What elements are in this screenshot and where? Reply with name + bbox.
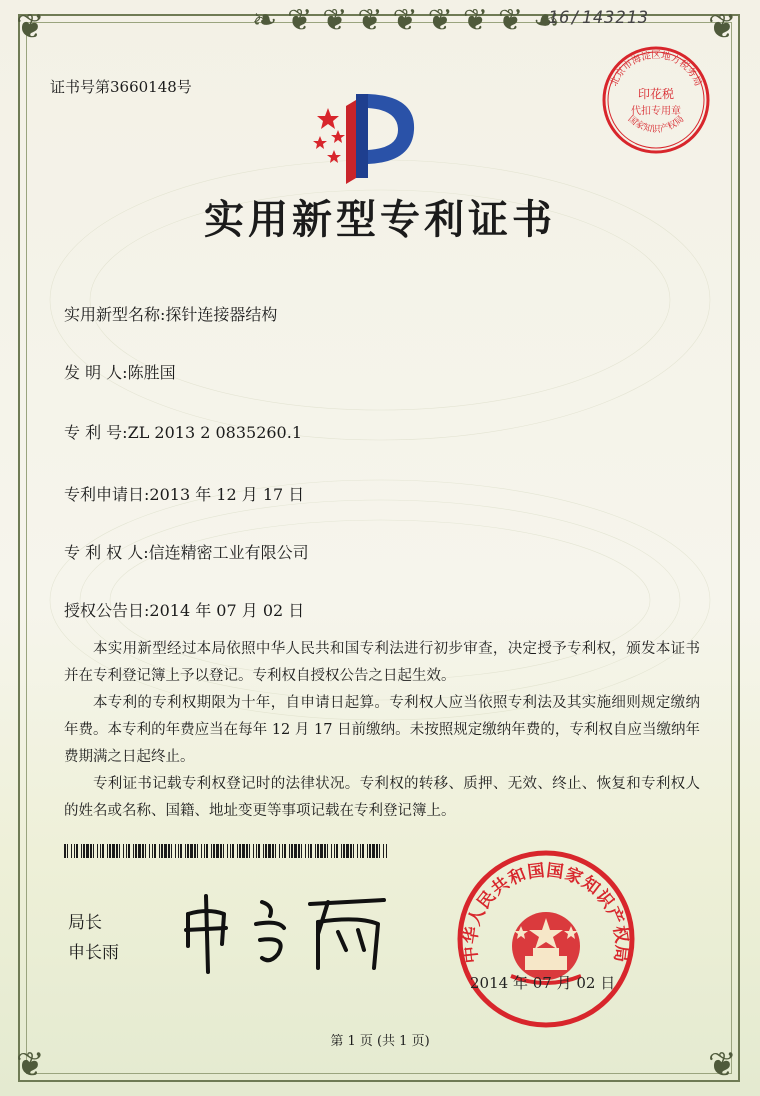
top-scroll-ornament-icon: ❧❦❦❦❦❦❦❦☙ — [252, 3, 570, 38]
director-title: 局长 — [68, 913, 102, 933]
field-label: 专 利 号: — [64, 423, 128, 442]
certificate-number: 证书号第3660148号 — [50, 78, 192, 96]
field-patentee — [64, 540, 309, 563]
barcode — [64, 844, 388, 858]
field-value: 陈胜国 — [127, 363, 176, 382]
corner-ornament-icon: ❦ — [16, 7, 45, 47]
corner-ornament-icon: ❦ — [708, 1045, 737, 1085]
body-paragraph: 本实用新型经过本局依照中华人民共和国专利法进行初步审查，决定授予专利权，颁发本证书并在专利登记簿上予以登记。专利权自授权公告之日起生效。 — [64, 641, 700, 684]
director-signature — [178, 884, 398, 976]
field-label: 实用新型名称: — [64, 305, 166, 324]
seal-outer-text: 中华人民共和国国家知识产权局 — [460, 860, 632, 965]
field-utility-model-name — [64, 302, 277, 325]
body-paragraph: 专利证书记载专利权登记时的法律状况。专利权的转移、质押、无效、终止、恢复和专利权人的姓名或名称、国籍、地址变更等事项记载在专利登记簿上。 — [64, 776, 700, 819]
page-number: 第 1 页 (共 1 页) — [330, 1034, 430, 1049]
sipo-logo-icon — [306, 86, 426, 186]
field-label: 专利申请日: — [64, 485, 150, 504]
tax-stamp-inner-text: 印花税 — [637, 87, 675, 101]
tax-stamp — [600, 44, 712, 156]
field-value: 2013 年 12 月 17 日 — [149, 485, 305, 504]
field-patent-number — [64, 420, 302, 443]
field-label: 授权公告日: — [64, 601, 150, 620]
tax-stamp-bottom-text: 国家知识产权局 — [625, 114, 687, 135]
field-value: 探针连接器结构 — [165, 305, 278, 324]
tax-stamp-sub-text: 代扣专用章 — [631, 106, 681, 117]
field-value: ZL 2013 2 0835260.1 — [127, 423, 302, 442]
corner-ornament-icon: ❦ — [708, 7, 737, 47]
field-value: 信连精密工业有限公司 — [148, 543, 309, 562]
field-inventor — [64, 360, 176, 383]
corner-ornament-icon: ❦ — [16, 1045, 45, 1085]
field-label: 发 明 人: — [64, 363, 128, 382]
director-name: 申长雨 — [68, 943, 119, 963]
tax-stamp-outer-text: 北京市海淀区地方税务局 — [608, 50, 704, 88]
field-grant-date — [64, 598, 304, 621]
official-seal — [455, 848, 637, 1030]
field-value: 2014 年 07 月 02 日 — [149, 601, 305, 620]
field-filing-date — [64, 482, 304, 505]
field-label: 专 利 权 人: — [64, 543, 149, 562]
svg-text:北京市海淀区地方税务局 — [608, 49, 704, 88]
seal-date: 2014 年 07 月 02 日 — [470, 974, 616, 992]
handwritten-note: 16/143213 — [548, 8, 650, 28]
body-paragraph: 本专利的专利权期限为十年，自申请日起算。专利权人应当依照专利法及其实施细则规定缴纳年费。本专利的年费应当在每年 12 月 17 日前缴纳。未按照规定缴纳年费的，专利权自应当缴纳年费期满之日起终止。 — [64, 695, 700, 765]
certificate-body — [64, 636, 700, 825]
certificate-title: 实用新型专利证书 — [204, 197, 556, 243]
